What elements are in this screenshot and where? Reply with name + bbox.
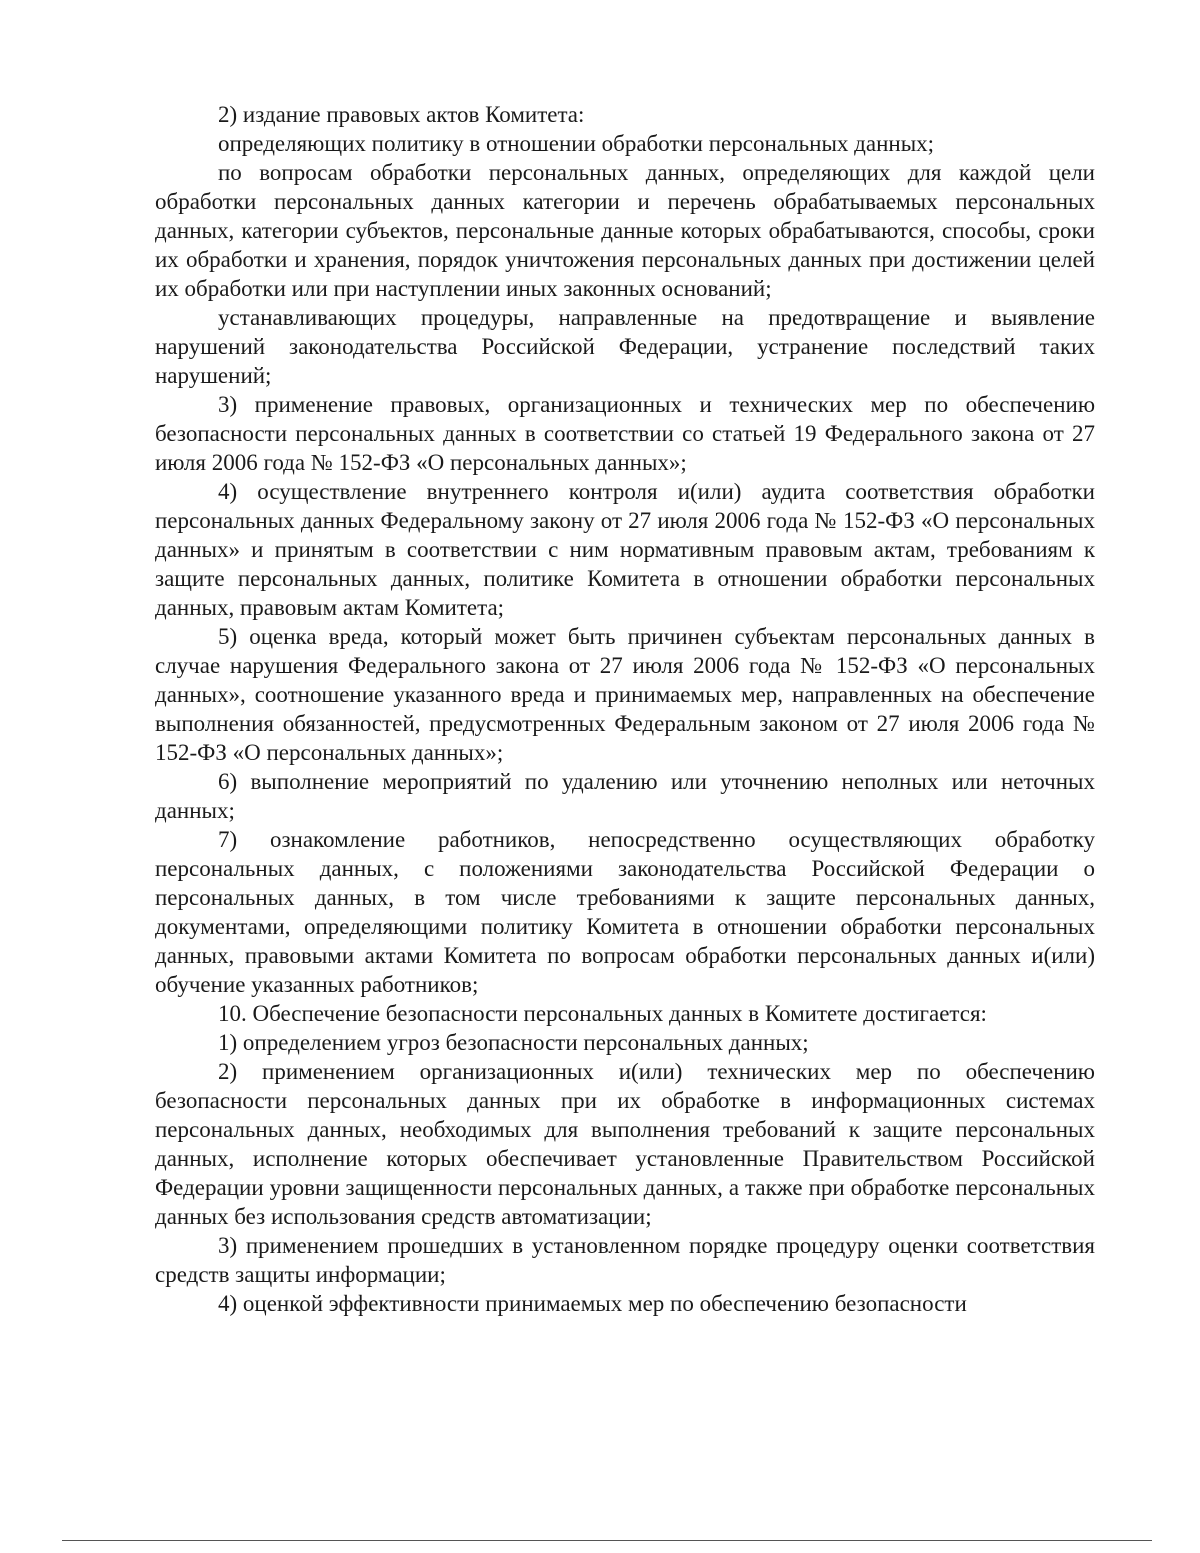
- paragraph-policy: определяющих политику в отношении обработки персональных данных;: [218, 131, 935, 156]
- paragraph-item-3: 3) применение правовых, организационных и технических мер по обеспечению безопасности персональных данных в соответствии со статьей 19 Федерального закона от 27 июля 2006 года № 152-ФЗ «О персональных данных»;: [155, 392, 1095, 475]
- paragraph-item-2-legal-acts: 2) издание правовых актов Комитета:: [218, 102, 585, 127]
- paragraph-item-6: 6) выполнение мероприятий по удалению или уточнению неполных или неточных данных;: [155, 769, 1095, 823]
- paragraph-section-10: 10. Обеспечение безопасности персональных данных в Комитете достигается:: [218, 1001, 987, 1026]
- paragraph-item-4: 4) осуществление внутреннего контроля и(или) аудита соответствия обработки персональных данных Федеральному закону от 27 июля 2006 года № 152-ФЗ «О персональных данных» и принятым в соответствии с ним нормативным правовым актам, требованиям к защите персональных данных, политике Комитета в отношении обработки персональных данных, правовым актам Комитета;: [155, 479, 1095, 620]
- paragraph-section-10-item-4: 4) оценкой эффективности принимаемых мер по обеспечению безопасности: [218, 1291, 967, 1316]
- page-bottom-divider: [62, 1540, 1152, 1541]
- paragraph-procedures: устанавливающих процедуры, направленные на предотвращение и выявление нарушений законодательства Российской Федерации, устранение последствий таких нарушений;: [155, 305, 1095, 388]
- paragraph-section-10-item-1: 1) определением угроз безопасности персональных данных;: [218, 1030, 809, 1055]
- paragraph-item-7: 7) ознакомление работников, непосредственно осуществляющих обработку персональных данных, с положениями законодательства Российской Федерации о персональных данных, в том числе требованиями к защите персональных данных, документами, определяющими политику Комитета в отношении обработки персональных данных, правовыми актами Комитета по вопросам обработки персональных данных и(или) обучение указанных работников;: [155, 827, 1095, 997]
- paragraph-section-10-item-3: 3) применением прошедших в установленном порядке процедуру оценки соответствия средств защиты информации;: [155, 1233, 1095, 1287]
- paragraph-section-10-item-2: 2) применением организационных и(или) технических мер по обеспечению безопасности персональных данных при их обработке в информационных системах персональных данных, необходимых для выполнения требований к защите персональных данных, исполнение которых обеспечивает установленные Правительством Российской Федерации уровни защищенности персональных данных, а также при обработке персональных данных без использования средств автоматизации;: [155, 1059, 1095, 1229]
- paragraph-processing-questions: по вопросам обработки персональных данных, определяющих для каждой цели обработки персональных данных категории и перечень обрабатываемых персональных данных, категории субъектов, персональные данные которых обрабатываются, способы, сроки их обработки и хранения, порядок уничтожения персональных данных при достижении целей их обработки или при наступлении иных законных оснований;: [155, 160, 1095, 301]
- paragraph-item-5: 5) оценка вреда, который может быть причинен субъектам персональных данных в случае нарушения Федерального закона от 27 июля 2006 года № 152-ФЗ «О персональных данных», соотношение указанного вреда и принимаемых мер, направленных на обеспечение выполнения обязанностей, предусмотренных Федеральным законом от 27 июля 2006 года № 152-ФЗ «О персональных данных»;: [155, 624, 1095, 765]
- document-body: [155, 100, 1095, 1318]
